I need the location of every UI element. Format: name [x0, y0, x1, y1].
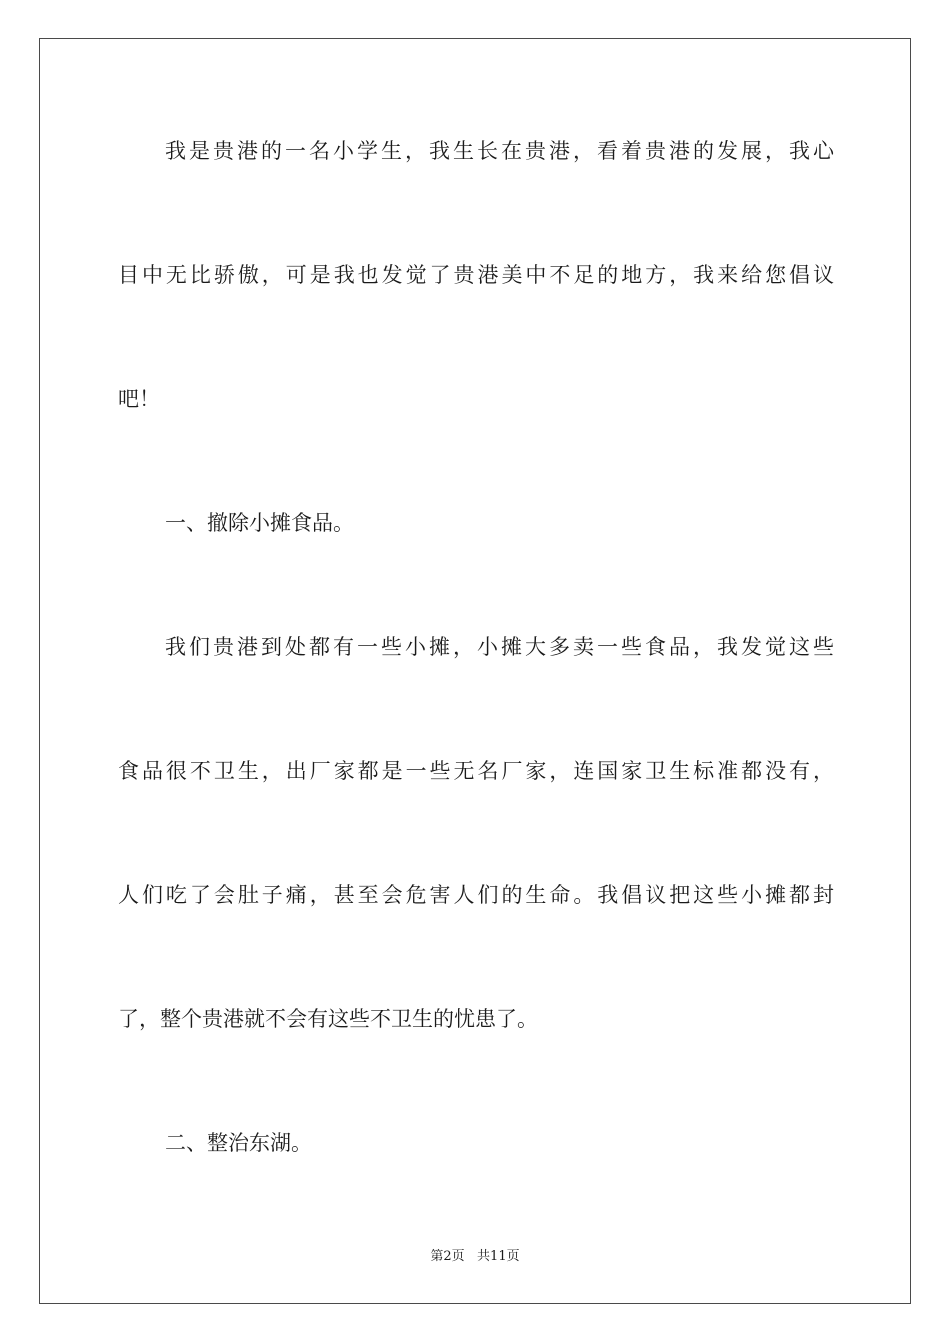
paragraph-2-line-2: 食品很不卫生，出厂家都是一些无名厂家，连国家卫生标准都没有， — [118, 759, 834, 783]
section-heading-1: 一、撤除小摊食品。 — [165, 511, 354, 535]
page-number-footer: 第2页 共11页 — [430, 1249, 520, 1264]
paragraph-1-line-3: 吧！ — [118, 387, 160, 411]
paragraph-1-line-1: 我是贵港的一名小学生，我生长在贵港，看着贵港的发展，我心 — [165, 139, 834, 163]
paragraph-2-line-1: 我们贵港到处都有一些小摊，小摊大多卖一些食品，我发觉这些 — [165, 635, 834, 659]
paragraph-2-line-4: 了，整个贵港就不会有这些不卫生的忧患了。 — [118, 1007, 538, 1031]
page-border — [39, 38, 911, 1304]
paragraph-1-line-2: 目中无比骄傲，可是我也发觉了贵港美中不足的地方，我来给您倡议 — [118, 263, 834, 287]
paragraph-2-line-3: 人们吃了会肚子痛，甚至会危害人们的生命。我倡议把这些小摊都封 — [118, 883, 834, 907]
section-heading-2: 二、整治东湖。 — [165, 1131, 312, 1155]
